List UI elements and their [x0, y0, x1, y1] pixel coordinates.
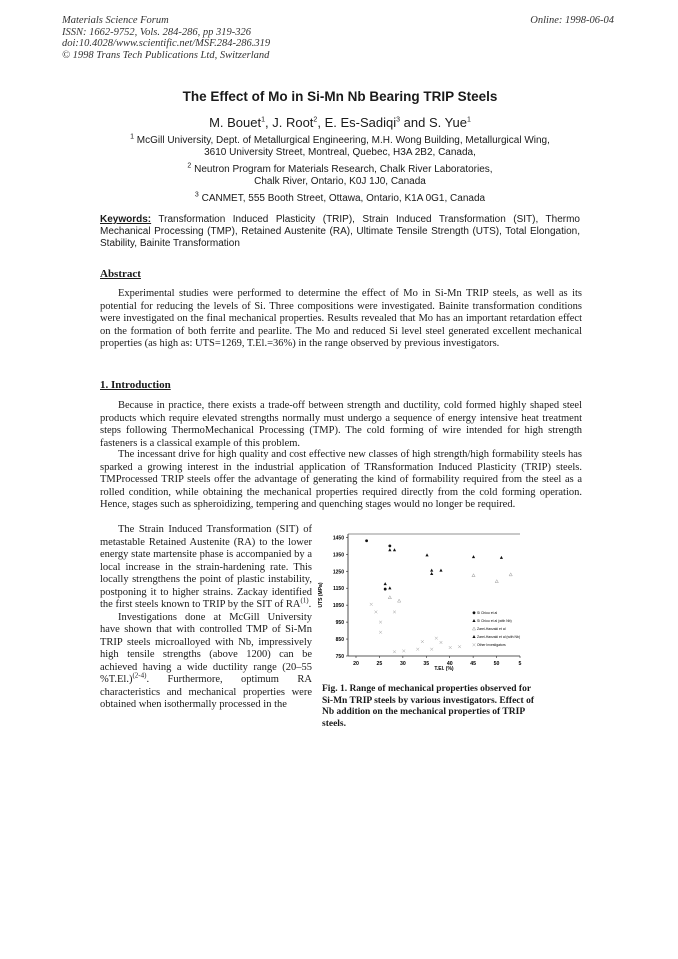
legend-label: Zarei-Hanzaki et al: [477, 627, 506, 631]
y-tick-label: 1450: [332, 535, 344, 542]
affiliation-sup: 1: [130, 133, 134, 141]
legend-marker: [473, 643, 476, 646]
y-tick-label: 1150: [333, 586, 344, 593]
data-point: [388, 586, 391, 589]
legend-marker: [473, 611, 476, 614]
online-date: Online: 1998-06-04: [530, 15, 614, 26]
intro-paragraph-1: Because in practice, there exists a trade-off between strength and ductility, cold formed highly shaped steel products which require elevated strengths normally must undergo a sequence of energy intensive heat treatment steps following ThermoMechanical Processing (TMP). The cold forming of wire intended for high strength fasteners is a classical example of this problem.: [100, 400, 582, 449]
data-point: [435, 637, 438, 640]
affiliation-line: Neutron Program for Materials Research, Chalk River Laboratories,: [194, 164, 493, 175]
paragraph-text: .: [308, 599, 312, 610]
author-affil-sup: 1: [467, 116, 471, 124]
data-point: [388, 596, 391, 599]
x-axis-label: T.El. (%): [434, 666, 454, 672]
author-name: J. Root: [272, 115, 314, 130]
intro-paragraph-4: [100, 612, 312, 712]
data-point: [472, 555, 475, 558]
data-point: [384, 582, 387, 585]
affiliation-line: CANMET, 555 Booth Street, Ottawa, Ontario, K1A 0G1, Canada: [201, 193, 486, 204]
affiliation-line: McGill University, Dept. of Metallurgical Engineering, M.H. Wong Building, Metallurgical Wing,: [136, 135, 550, 146]
author-name: E. Es-Sadiqi: [324, 115, 397, 130]
intro-paragraph-3: [100, 524, 312, 612]
figure-1-chart: [314, 528, 534, 678]
y-tick-label: 1250: [332, 569, 344, 576]
legend-marker: [472, 627, 475, 630]
affiliation-3: [60, 193, 620, 205]
data-point: [393, 548, 396, 551]
x-tick-label: 30: [399, 661, 406, 667]
legend-marker: [472, 619, 475, 622]
copyright-line: © 1998 Trans Tech Publications Ltd, Switzerland: [62, 49, 270, 61]
data-point: [416, 648, 419, 651]
data-point: [458, 645, 461, 648]
legend-label: Si Chiou et al (with Nb): [477, 619, 512, 623]
paragraph-text: The Strain Induced Transformation (SIT) of metastable Retained Austenite (RA) to the lower energy state martensite phase is accompanied by a local increase in the strain-hardening rate. This locally strengthens the point of plastic instability, postponing it to higher strains. Zackay identified the first steels known to TRIP by the SIT of RA: [100, 524, 312, 610]
data-point: [402, 650, 405, 653]
y-tick-label: 950: [335, 620, 344, 627]
x-tick-label: 35: [423, 661, 430, 667]
y-tick-label: 1350: [332, 552, 344, 559]
data-point: [430, 569, 433, 572]
author-affil-sup: 3: [396, 116, 401, 124]
affiliation-2: [60, 164, 620, 188]
author-list: M. Bouet$^1$, J. Root$^2$, E. Es-Sadiqi$^3$ and S. Yue$^1$: [209, 115, 471, 130]
data-point: [449, 646, 452, 649]
legend-label: Zarei-Hanzaki et al (with Nb): [477, 635, 520, 639]
journal-name: Materials Science Forum: [62, 15, 169, 26]
intro-paragraph-2: The incessant drive for high quality and cost effective new classes of high strength/high formability steels has sparked a growing interest in the industrial application of TRansformation Induced Plasticity (TRIP) steels. TMProcessed TRIP steels offer the advantage of generating the kind of formability required from the steel as a rolled condition, while obtaining the mechanical properties required directly from the cold forming operation. Hence, stages such as spheroidizing, tempering and quenching stages would no longer be required.: [100, 449, 582, 510]
author-affil-sup: 2: [313, 116, 318, 124]
data-point: [384, 588, 387, 591]
data-point: [365, 539, 368, 542]
data-point: [374, 611, 377, 614]
data-point: [430, 572, 433, 575]
x-tick-label: 5: [518, 661, 522, 667]
x-tick-label: 40: [446, 661, 453, 667]
abstract-body: Experimental studies were performed to determine the effect of Mo in Si-Mn TRIP steels, as well as its potential for reducing the levels of Si. Three compositions were investigated. Bainite transformation conditions were investigated on the final mechanical properties. Results revealed that Mo has an important retardation effect on the formation of both ferrite and pearlite. The Mo and reduced Si level steel generated excellent mechanical properties (as high as: UTS=1269, T.El.=36%) in the range observed by previous investigators.: [100, 288, 582, 349]
legend-label: Si Chiou et al: [477, 611, 498, 615]
paragraph-text: . Furthermore, optimum RA characteristics and mechanical properties were obtained when isothermally processed in the: [100, 674, 312, 710]
keywords-block: [100, 214, 580, 250]
data-point: [393, 611, 396, 614]
paper-title: The Effect of Mo in Si-Mn Nb Bearing TRIP Steels: [182, 89, 498, 104]
x-tick-label: 45: [470, 661, 477, 667]
journal-header: [62, 15, 270, 61]
data-point: [393, 650, 396, 653]
data-point: [421, 640, 424, 643]
data-point: [425, 553, 428, 556]
author-name: S. Yue: [428, 115, 468, 130]
data-point: [439, 569, 442, 572]
data-point: [370, 603, 373, 606]
legend-marker: [472, 635, 475, 638]
data-point: [379, 621, 382, 624]
affiliation-sup: 2: [187, 162, 192, 170]
data-point: [472, 574, 475, 577]
issn-line: ISSN: 1662-9752, Vols. 284-286, pp 319-326: [62, 26, 251, 38]
author-name: M. Bouet: [209, 115, 262, 130]
data-point: [509, 573, 512, 576]
y-tick-label: 750: [335, 654, 344, 660]
affiliation-line: 3610 University Street, Montreal, Quebec, H3A 2B2, Canada,: [204, 147, 476, 158]
data-point: [388, 548, 391, 551]
introduction-heading: 1. Introduction: [100, 379, 171, 391]
keywords-text: Transformation Induced Plasticity (TRIP), Strain Induced Transformation (SIT), Thermo Mechanical Processing (TMP), Retained Austenite (RA), Ultimate Tensile Strength (UTS), Total Elongation, Stability, Bainite Transformation: [100, 214, 580, 249]
data-point: [440, 641, 443, 644]
data-point: [388, 544, 391, 547]
citation-ref: (2-4): [132, 671, 147, 680]
x-tick-label: 50: [493, 661, 500, 667]
data-point: [500, 556, 503, 559]
intro-wrapped-text: [100, 524, 312, 712]
citation-ref: (1): [300, 596, 309, 605]
affiliation-line: Chalk River, Ontario, K0J 1J0, Canada: [254, 176, 426, 187]
abstract-heading: Abstract: [100, 268, 141, 280]
keywords-label: Keywords:: [100, 214, 152, 225]
affiliation-1: [60, 135, 620, 159]
figure-caption: Fig. 1. Range of mechanical properties observed for Si-Mn TRIP steels by various investigators. Effect of Nb addition on the mechanical properties of TRIP steels.: [322, 684, 534, 729]
paragraph-text: Investigations done at McGill University have shown that with controlled TMP of Si-Mn TRIP steels microalloyed with Nb, impressively high tensile strengths (above 1200) can be achieved having a wide ductility range (20–55 %T.El.): [100, 611, 312, 685]
x-tick-label: 20: [353, 661, 359, 667]
y-axis-label: UTS (MPa): [318, 582, 324, 608]
author-affil-sup: 1: [261, 116, 265, 124]
data-point: [398, 599, 401, 602]
legend-label: Other Investigators: [477, 643, 506, 647]
doi-link[interactable]: doi:10.4028/www.scientific.net/MSF.284-286.319: [62, 38, 271, 49]
y-tick-label: 850: [335, 637, 344, 644]
data-point: [379, 631, 382, 634]
affiliation-sup: 3: [194, 191, 199, 199]
x-tick-label: 25: [376, 661, 383, 667]
data-point: [430, 648, 433, 651]
data-point: [495, 580, 498, 583]
y-tick-label: 1050: [332, 603, 344, 610]
